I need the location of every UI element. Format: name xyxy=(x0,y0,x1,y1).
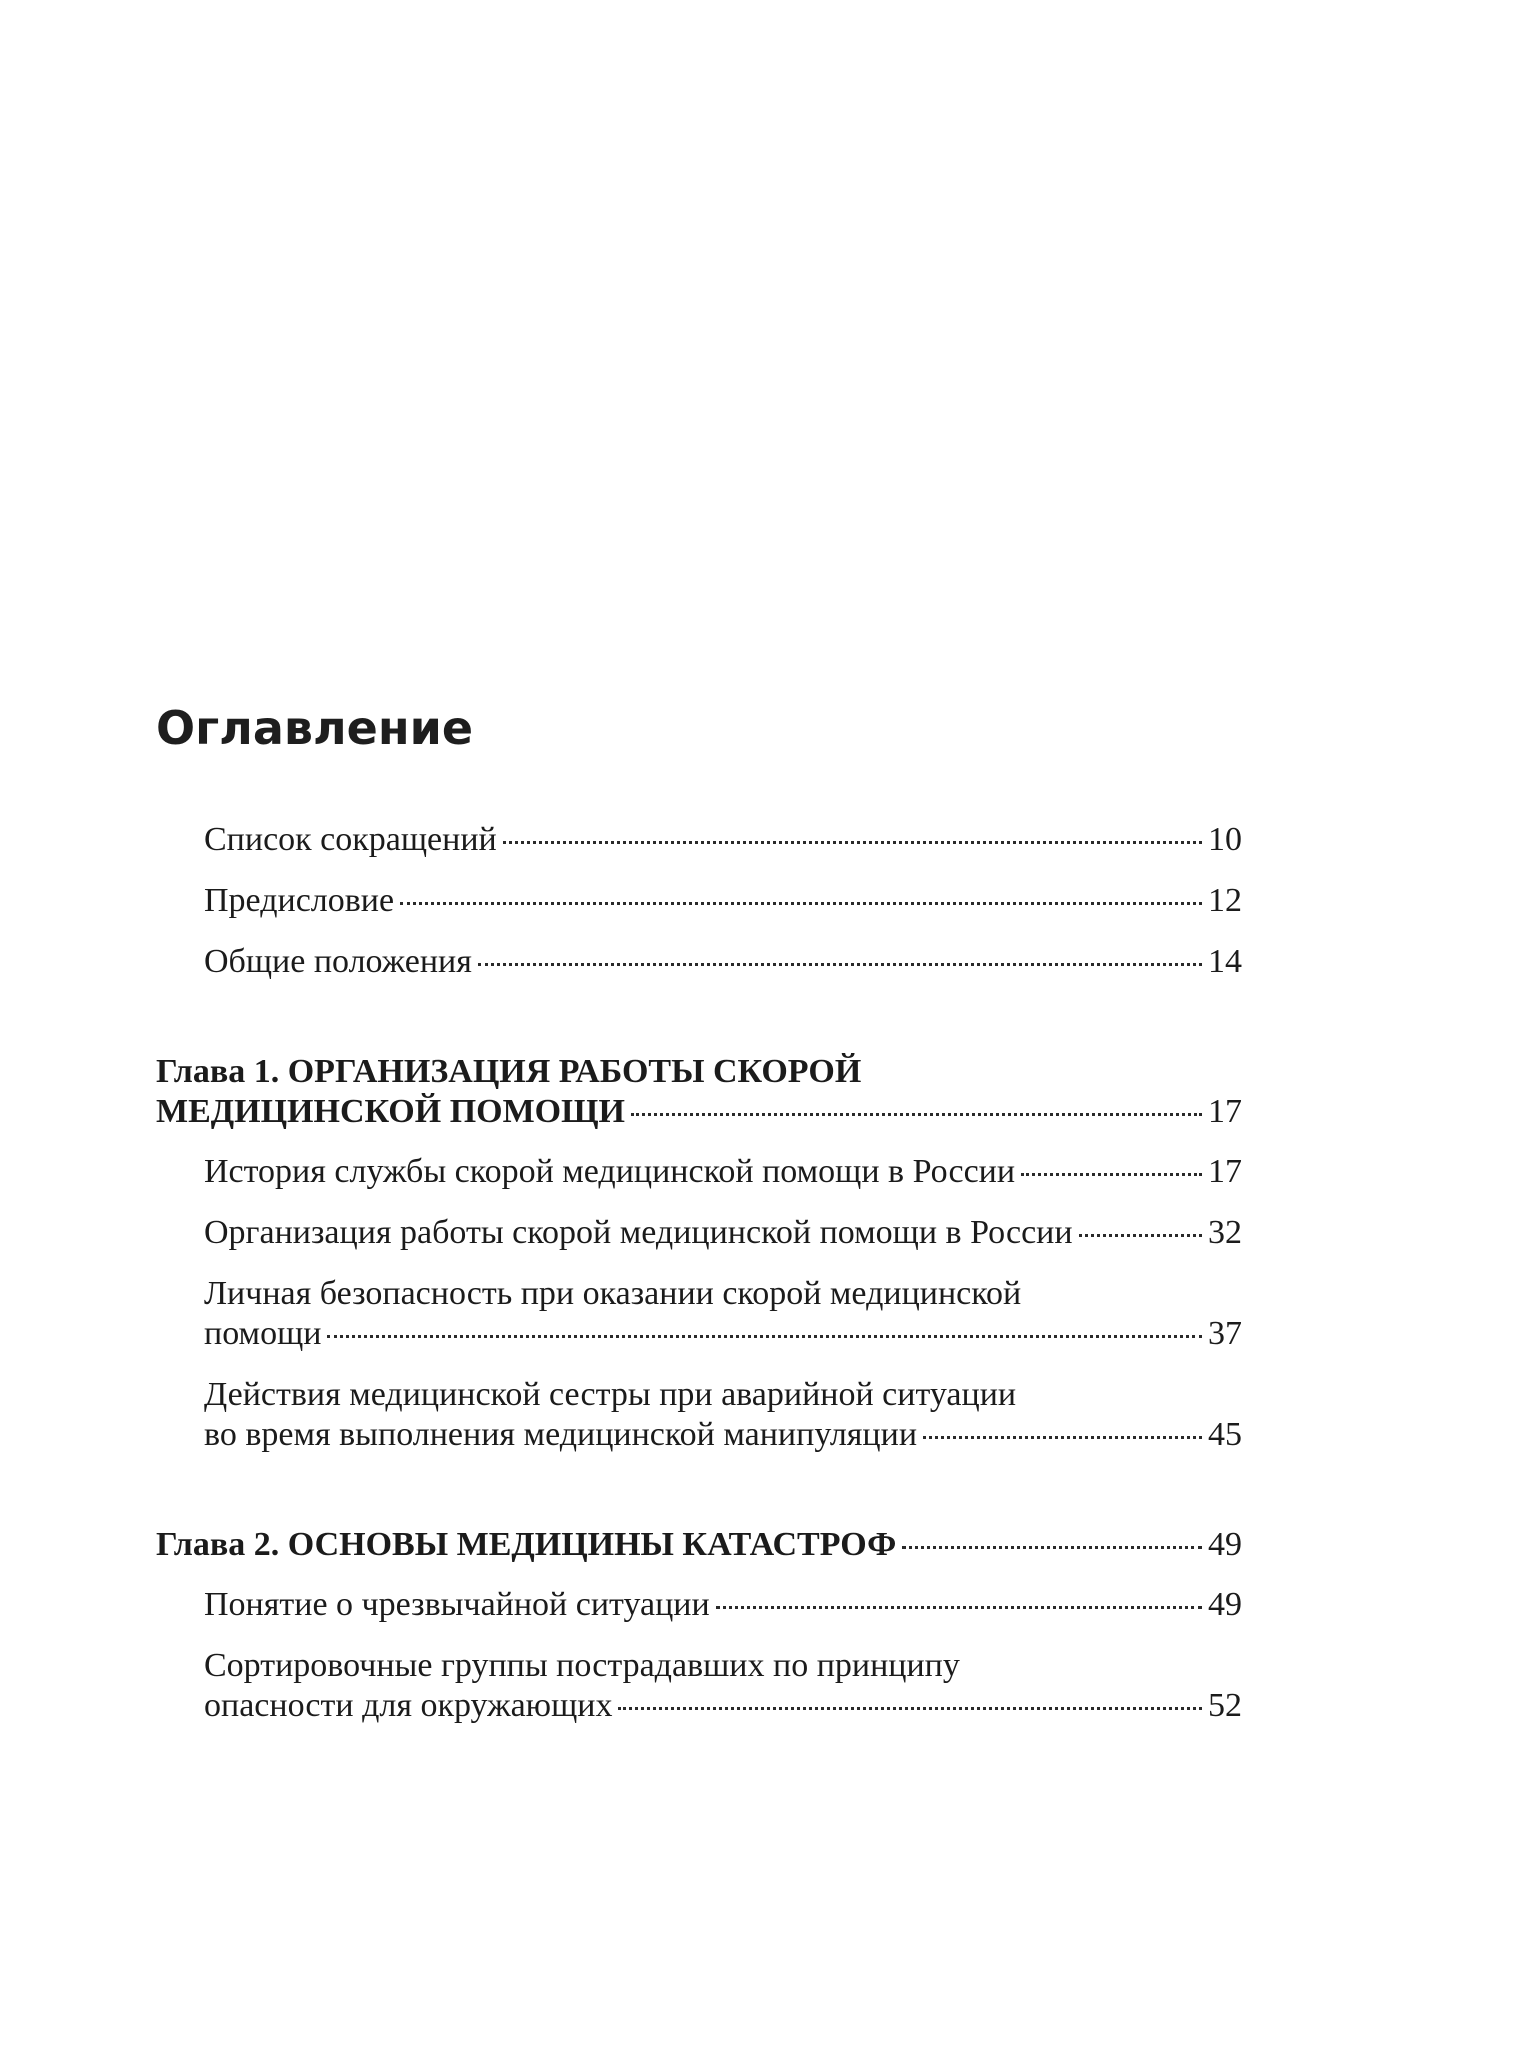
toc-entry-title-line1: Действия медицинской сестры при аварийной ситуации xyxy=(204,1376,1017,1413)
dot-leader xyxy=(503,841,1202,844)
dot-leader xyxy=(902,1546,1202,1549)
toc-entry-title-line2: помощи xyxy=(204,1315,322,1352)
dot-leader xyxy=(1079,1234,1202,1237)
toc-entry-title: Организация работы скорой медицинской помощи в России xyxy=(204,1214,1073,1251)
toc-page-number: 45 xyxy=(1208,1416,1242,1453)
toc-entry-title: Предисловие xyxy=(204,882,395,919)
toc-chapter-1-group xyxy=(156,1052,1242,1455)
dot-leader xyxy=(1021,1173,1202,1176)
toc-entry-history[interactable] xyxy=(156,1152,1242,1192)
toc-page-number: 32 xyxy=(1208,1214,1242,1251)
toc-chapter-title-line1: Глава 1. ОРГАНИЗАЦИЯ РАБОТЫ СКОРОЙ xyxy=(156,1053,862,1090)
page-title: Оглавление xyxy=(156,701,474,755)
toc-page-number: 17 xyxy=(1208,1093,1242,1130)
toc-page-number: 49 xyxy=(1208,1526,1242,1563)
toc-chapter-1-heading[interactable] xyxy=(156,1052,1242,1132)
toc-chapter-2-group xyxy=(156,1525,1242,1726)
toc-entry-organization[interactable] xyxy=(156,1213,1242,1253)
toc-entry-title-line2: опасности для окружающих xyxy=(204,1687,613,1724)
toc-entry-nurse-emergency-actions[interactable] xyxy=(156,1375,1242,1455)
toc-page-number: 37 xyxy=(1208,1315,1242,1352)
dot-leader xyxy=(478,963,1202,966)
toc-page-number: 49 xyxy=(1208,1586,1242,1623)
toc-entry-emergency-concept[interactable] xyxy=(156,1585,1242,1625)
toc-entry-triage-groups[interactable] xyxy=(156,1646,1242,1726)
toc-entry-general-provisions[interactable] xyxy=(156,942,1242,982)
toc-page-number: 17 xyxy=(1208,1153,1242,1190)
toc-intro-group xyxy=(156,820,1242,982)
dot-leader xyxy=(716,1606,1202,1609)
toc-chapter-title-line2: МЕДИЦИНСКОЙ ПОМОЩИ xyxy=(156,1093,625,1130)
dot-leader xyxy=(631,1113,1202,1116)
toc-entry-personal-safety[interactable] xyxy=(156,1274,1242,1354)
toc-page-number: 12 xyxy=(1208,882,1242,919)
toc-entry-title: История службы скорой медицинской помощи в России xyxy=(204,1153,1016,1190)
toc-page-number: 52 xyxy=(1208,1687,1242,1724)
toc-entry-preface[interactable] xyxy=(156,881,1242,921)
dot-leader xyxy=(400,902,1202,905)
toc-chapter-title: Глава 2. ОСНОВЫ МЕДИЦИНЫ КАТАСТРОФ xyxy=(156,1526,897,1563)
dot-leader xyxy=(923,1436,1202,1439)
toc-entry-title-line2: во время выполнения медицинской манипуляции xyxy=(204,1416,918,1453)
toc-entry-title: Общие положения xyxy=(204,943,472,980)
toc-chapter-2-heading[interactable] xyxy=(156,1525,1242,1565)
toc-page-number: 14 xyxy=(1208,943,1242,980)
dot-leader xyxy=(618,1707,1202,1710)
toc-entry-title-line1: Сортировочные группы пострадавших по принципу xyxy=(204,1647,960,1684)
toc-entry-title: Список сокращений xyxy=(204,821,497,858)
toc-entry-title-line1: Личная безопасность при оказании скорой медицинской xyxy=(204,1275,1022,1312)
dot-leader xyxy=(327,1335,1202,1338)
table-of-contents xyxy=(156,820,1242,1796)
toc-entry-title: Понятие о чрезвычайной ситуации xyxy=(204,1586,710,1623)
toc-entry-abbreviations[interactable] xyxy=(156,820,1242,860)
toc-page-number: 10 xyxy=(1208,821,1242,858)
